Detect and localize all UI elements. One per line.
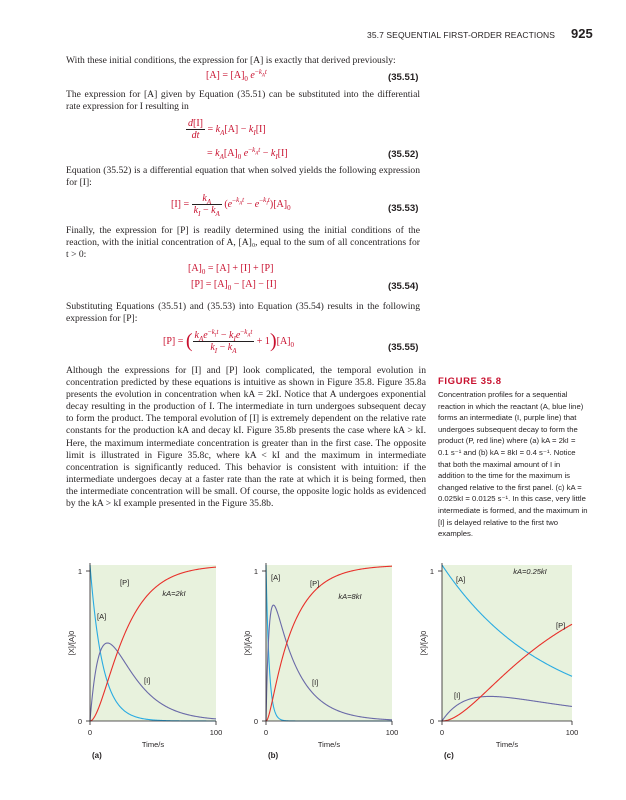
y-tick-label-1: 1 xyxy=(253,567,258,576)
equation-35-55: [P] = ( $\frac{k_Ae^{-k_It} - k_Ie^{-k_At}}{k_I - k_A}$ + $1)[A]_0$ xyxy=(163,327,294,355)
panel-letter: (a) xyxy=(92,751,102,760)
rate-annotation: kA=2kI xyxy=(162,589,186,598)
series-label-P: [P] xyxy=(556,621,566,630)
series-label-I: [I] xyxy=(312,678,319,687)
y-tick-label-1: 1 xyxy=(429,567,434,576)
chart-panel-b xyxy=(238,555,408,770)
equation-number-35-51: (35.51) xyxy=(388,72,419,83)
equation-35-52-line-2: = $k_A[A]_0$ $e^{-k_At} - k_I[I]$ xyxy=(207,145,288,161)
chart-c-svg xyxy=(414,555,590,770)
equation-35-54-line-1: $[A]_0 = [A] + [I] + [P]$ xyxy=(188,263,274,276)
y-tick-label-0: 0 xyxy=(429,717,434,726)
equation-number-35-55: (35.55) xyxy=(388,342,419,353)
x-tick-label-100: 100 xyxy=(209,728,223,737)
paragraph-6: Although the expressions for [I] and [P] look complicated, the temporal evolution in concentration predicted by these equations is intuitive as shown in Figure 35.8. Figure 35.8a presents the evolution in concentration when kA = 2kI. Notice that A undergoes exponential decay resulting in the production of I. The intermediate in turn undergoes subsequent decay to form the product. The temporal evolution of [I] is extremely dependent on the relative rate constants for the production kA and decay kI. Figure 35.8b presents the case where kA > kI. Here, the maximum intermediate concentration is greater than in the first case. The opposite limit is illustrated in Figure 35.8c, where kA < kI and the maximum in intermediate concentration is significantly reduced. This behavior is consistent with intuition: if the intermediate undergoes decay at a faster rate than the rate at which it is being formed, then the intermediate concentration will be small. Of course, the opposite logic holds as evidenced by the kA > kI example presented in the Figure 35.8b. xyxy=(66,365,426,510)
x-axis-label: Time/s xyxy=(495,740,519,749)
running-header: 35.7 SEQUENTIAL FIRST-ORDER REACTIONS xyxy=(367,30,556,40)
equation-35-53: [I] = $\frac{k_A}{k_I - k_A}$ $(e^{-k_At} - e^{-k_It})[A]_0$ xyxy=(171,193,291,218)
panel-letter: (b) xyxy=(268,751,279,760)
equation-35-54-line-2: $[P] = [A]_0 - [A] - [I]$ xyxy=(191,279,277,292)
series-label-A: [A] xyxy=(271,573,281,582)
paragraph-4: Finally, the expression for [P] is readily determined using the initial conditions of the reaction, with the initial concentration of A, [A]₀, equal to the sum of all concentrations for t > 0: xyxy=(66,225,420,261)
series-label-A: [A] xyxy=(97,612,107,621)
panel-letter: (c) xyxy=(444,751,454,760)
figure-title: FIGURE 35.8 xyxy=(438,376,502,387)
x-tick-label-0: 0 xyxy=(439,728,445,737)
y-axis-label: [X]/[A]0 xyxy=(419,630,428,656)
paragraph-3: Equation (35.52) is a differential equation that when solved yields the following expression for [I]: xyxy=(66,165,420,189)
series-label-P: [P] xyxy=(310,579,320,588)
plot-background xyxy=(266,565,392,721)
y-tick-label-0: 0 xyxy=(77,717,82,726)
chart-a-svg xyxy=(62,555,232,770)
rate-annotation: kA=0.25kI xyxy=(513,567,547,576)
x-axis-label: Time/s xyxy=(141,740,165,749)
page-number: 925 xyxy=(571,26,593,41)
y-tick-label-0: 0 xyxy=(253,717,258,726)
equation-number-35-54: (35.54) xyxy=(388,281,419,292)
rate-annotation: kA=8kI xyxy=(338,592,362,601)
equation-35-52-line-1: $\frac{d[I]}{dt}$ = $k_A[A] - k_I[I]$ xyxy=(188,118,266,141)
x-tick-label-0: 0 xyxy=(263,728,269,737)
chart-b-svg xyxy=(238,555,408,770)
equation-number-35-53: (35.53) xyxy=(388,203,419,214)
paragraph-1: With these initial conditions, the expression for [A] is exactly that derived previously: xyxy=(66,55,396,66)
chart-panel-a xyxy=(62,555,232,770)
x-tick-label-100: 100 xyxy=(385,728,399,737)
y-tick-label-1: 1 xyxy=(77,567,82,576)
paragraph-2: The expression for [A] given by Equation (35.51) can be substituted into the differential rate expression for I resulting in xyxy=(66,89,420,113)
series-label-P: [P] xyxy=(120,578,130,587)
y-axis-label: [X]/[A]0 xyxy=(243,630,252,656)
chart-panel-c xyxy=(414,555,590,770)
x-tick-label-0: 0 xyxy=(87,728,93,737)
series-label-I: [I] xyxy=(144,676,151,685)
equation-35-51: $[A] = [A]_0$ $e^{-k_At}$ xyxy=(206,67,267,83)
equation-number-35-52: (35.52) xyxy=(388,149,419,160)
y-axis-label: [X]/[A]0 xyxy=(67,630,76,656)
paragraph-5: Substituting Equations (35.51) and (35.53) into Equation (35.54) results in the following expression for [P]: xyxy=(66,301,420,325)
x-axis-label: Time/s xyxy=(317,740,341,749)
x-tick-label-100: 100 xyxy=(565,728,579,737)
figure-caption: Concentration profiles for a sequential reaction in which the reactant (A, blue line) forms an intermediate (I, purple line) that undergoes subsequent decay to form the product (P, red line) where (a) kA = 2kI = 0.1 s⁻¹ and (b) kA = 8kI = 0.4 s⁻¹. Notice that both the maximal amount of I in addition to the time for the maximum is changed relative to the first panel. (c) kA = 0.025kI = 0.0125 s⁻¹. In this case, very little intermediate is formed, and the maximum in [I] is delayed relative to the first two examples. xyxy=(438,390,588,539)
series-label-I: [I] xyxy=(454,691,461,700)
series-label-A: [A] xyxy=(456,575,466,584)
